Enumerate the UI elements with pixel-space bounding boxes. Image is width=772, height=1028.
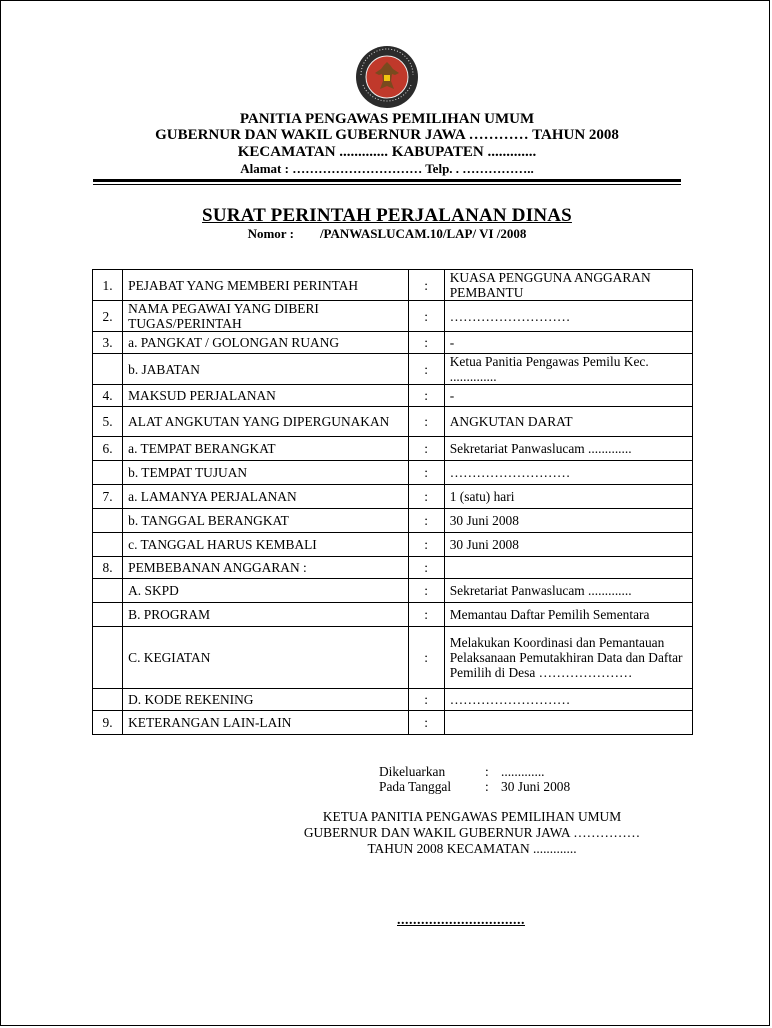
row-colon: : — [408, 533, 444, 557]
row-number: 7. — [93, 485, 123, 509]
row-label: c. TANGGAL HARUS KEMBALI — [123, 533, 408, 557]
row-colon: : — [408, 270, 444, 301]
form-row — [93, 407, 693, 437]
row-value: Ketua Panitia Pengawas Pemilu Kec. .............. — [444, 354, 692, 385]
row-colon: : — [408, 407, 444, 437]
row-label: MAKSUD PERJALANAN — [123, 385, 408, 407]
row-colon: : — [408, 711, 444, 735]
row-label: b. TANGGAL BERANGKAT — [123, 509, 408, 533]
header-address: Alamat : ………………………… Telp. . …………….. — [240, 161, 534, 176]
row-number: 2. — [93, 301, 123, 332]
nomor-label: Nomor : — [247, 226, 294, 241]
form-row — [93, 533, 693, 557]
issued-place-label: Dikeluarkan — [379, 764, 446, 779]
row-number — [93, 579, 123, 603]
form-row — [93, 332, 693, 354]
signature-block — [1, 809, 772, 857]
row-label: b. JABATAN — [123, 354, 408, 385]
row-colon: : — [408, 627, 444, 689]
issued-place-row — [379, 764, 570, 779]
row-number — [93, 627, 123, 689]
row-value: Memantau Daftar Pemilih Sementara — [444, 603, 692, 627]
nomor-value: /PANWASLUCAM.10/LAP/ VI /2008 — [319, 226, 527, 241]
form-row — [93, 485, 693, 509]
issued-date-value: 30 Juni 2008 — [501, 779, 571, 794]
signature-line-3: TAHUN 2008 KECAMATAN ............. — [367, 841, 577, 856]
row-colon: : — [408, 689, 444, 711]
form-row — [93, 354, 693, 385]
row-label: a. LAMANYA PERJALANAN — [123, 485, 408, 509]
row-label: A. SKPD — [123, 579, 408, 603]
row-number: 8. — [93, 557, 123, 579]
row-label: a. TEMPAT BERANGKAT — [123, 437, 408, 461]
row-label: PEJABAT YANG MEMBERI PERINTAH — [123, 270, 408, 301]
row-number: 4. — [93, 385, 123, 407]
row-colon: : — [408, 301, 444, 332]
form-row — [93, 689, 693, 711]
row-colon: : — [408, 603, 444, 627]
row-value: 1 (satu) hari — [444, 485, 692, 509]
issued-place-colon: : — [485, 764, 489, 779]
form-row — [93, 301, 693, 332]
row-label: b. TEMPAT TUJUAN — [123, 461, 408, 485]
header-line-3: KECAMATAN ............. KABUPATEN ............. — [237, 144, 537, 160]
row-label: B. PROGRAM — [123, 603, 408, 627]
row-label: KETERANGAN LAIN-LAIN — [123, 711, 408, 735]
row-value: 30 Juni 2008 — [444, 509, 692, 533]
header-line-1: PANITIA PENGAWAS PEMILIHAN UMUM — [239, 111, 535, 127]
row-value: Sekretariat Panwaslucam ............. — [444, 579, 692, 603]
header-divider-thin — [93, 184, 681, 185]
row-number: 5. — [93, 407, 123, 437]
travel-order-table — [92, 269, 693, 735]
row-value — [444, 711, 692, 735]
issued-block — [379, 764, 570, 794]
row-value: - — [444, 385, 692, 407]
form-row — [93, 711, 693, 735]
row-colon: : — [408, 332, 444, 354]
row-colon: : — [408, 437, 444, 461]
row-number — [93, 689, 123, 711]
row-label: D. KODE REKENING — [123, 689, 408, 711]
row-label: a. PANGKAT / GOLONGAN RUANG — [123, 332, 408, 354]
row-colon: : — [408, 461, 444, 485]
row-number: 6. — [93, 437, 123, 461]
signature-name-line: ................................ — [397, 913, 525, 928]
issued-place-value: ............. — [501, 764, 545, 779]
row-colon: : — [408, 509, 444, 533]
row-value: KUASA PENGGUNA ANGGARAN PEMBANTU — [444, 270, 692, 301]
signature-line-1: KETUA PANITIA PENGAWAS PEMILIHAN UMUM — [322, 809, 622, 824]
row-label: PEMBEBANAN ANGGARAN : — [123, 557, 408, 579]
row-value: Sekretariat Panwaslucam ............. — [444, 437, 692, 461]
row-number: 9. — [93, 711, 123, 735]
row-colon: : — [408, 579, 444, 603]
form-row — [93, 385, 693, 407]
form-row — [93, 461, 693, 485]
header-line-2: GUBERNUR DAN WAKIL GUBERNUR JAWA ………… TAHUN 2008 — [155, 127, 619, 143]
row-number: 3. — [93, 332, 123, 354]
form-row — [93, 579, 693, 603]
signature-line-2: GUBERNUR DAN WAKIL GUBERNUR JAWA …………… — [303, 825, 641, 840]
issued-date-row — [379, 779, 570, 794]
form-row — [93, 270, 693, 301]
row-label: NAMA PEGAWAI YANG DIBERI TUGAS/PERINTAH — [123, 301, 408, 332]
form-row — [93, 509, 693, 533]
row-value — [444, 557, 692, 579]
row-number — [93, 603, 123, 627]
row-value: Melakukan Koordinasi dan Pemantauan Pelaksanaan Pemutakhiran Data dan Daftar Pemilih di Desa ………………… — [444, 627, 692, 689]
row-colon: : — [408, 557, 444, 579]
row-value: ……………………… — [444, 461, 692, 485]
row-label: ALAT ANGKUTAN YANG DIPERGUNAKAN — [123, 407, 408, 437]
row-number: 1. — [93, 270, 123, 301]
panwas-emblem-icon — [351, 45, 423, 109]
form-row — [93, 437, 693, 461]
row-colon: : — [408, 354, 444, 385]
row-value: ……………………… — [444, 301, 692, 332]
row-value: ANGKUTAN DARAT — [444, 407, 692, 437]
row-colon: : — [408, 485, 444, 509]
header-divider-thick — [93, 179, 681, 182]
row-label: C. KEGIATAN — [123, 627, 408, 689]
document-title-text: SURAT PERINTAH PERJALANAN DINAS — [202, 205, 572, 226]
row-value: ……………………… — [444, 689, 692, 711]
row-number — [93, 509, 123, 533]
document-title — [1, 205, 772, 227]
row-number — [93, 533, 123, 557]
row-colon: : — [408, 385, 444, 407]
form-row — [93, 627, 693, 689]
row-value: 30 Juni 2008 — [444, 533, 692, 557]
form-row — [93, 557, 693, 579]
issued-date-label: Pada Tanggal — [379, 779, 452, 794]
row-number — [93, 354, 123, 385]
row-number — [93, 461, 123, 485]
issued-date-colon: : — [485, 779, 489, 794]
row-value: - — [444, 332, 692, 354]
document-number — [1, 226, 772, 242]
form-row — [93, 603, 693, 627]
